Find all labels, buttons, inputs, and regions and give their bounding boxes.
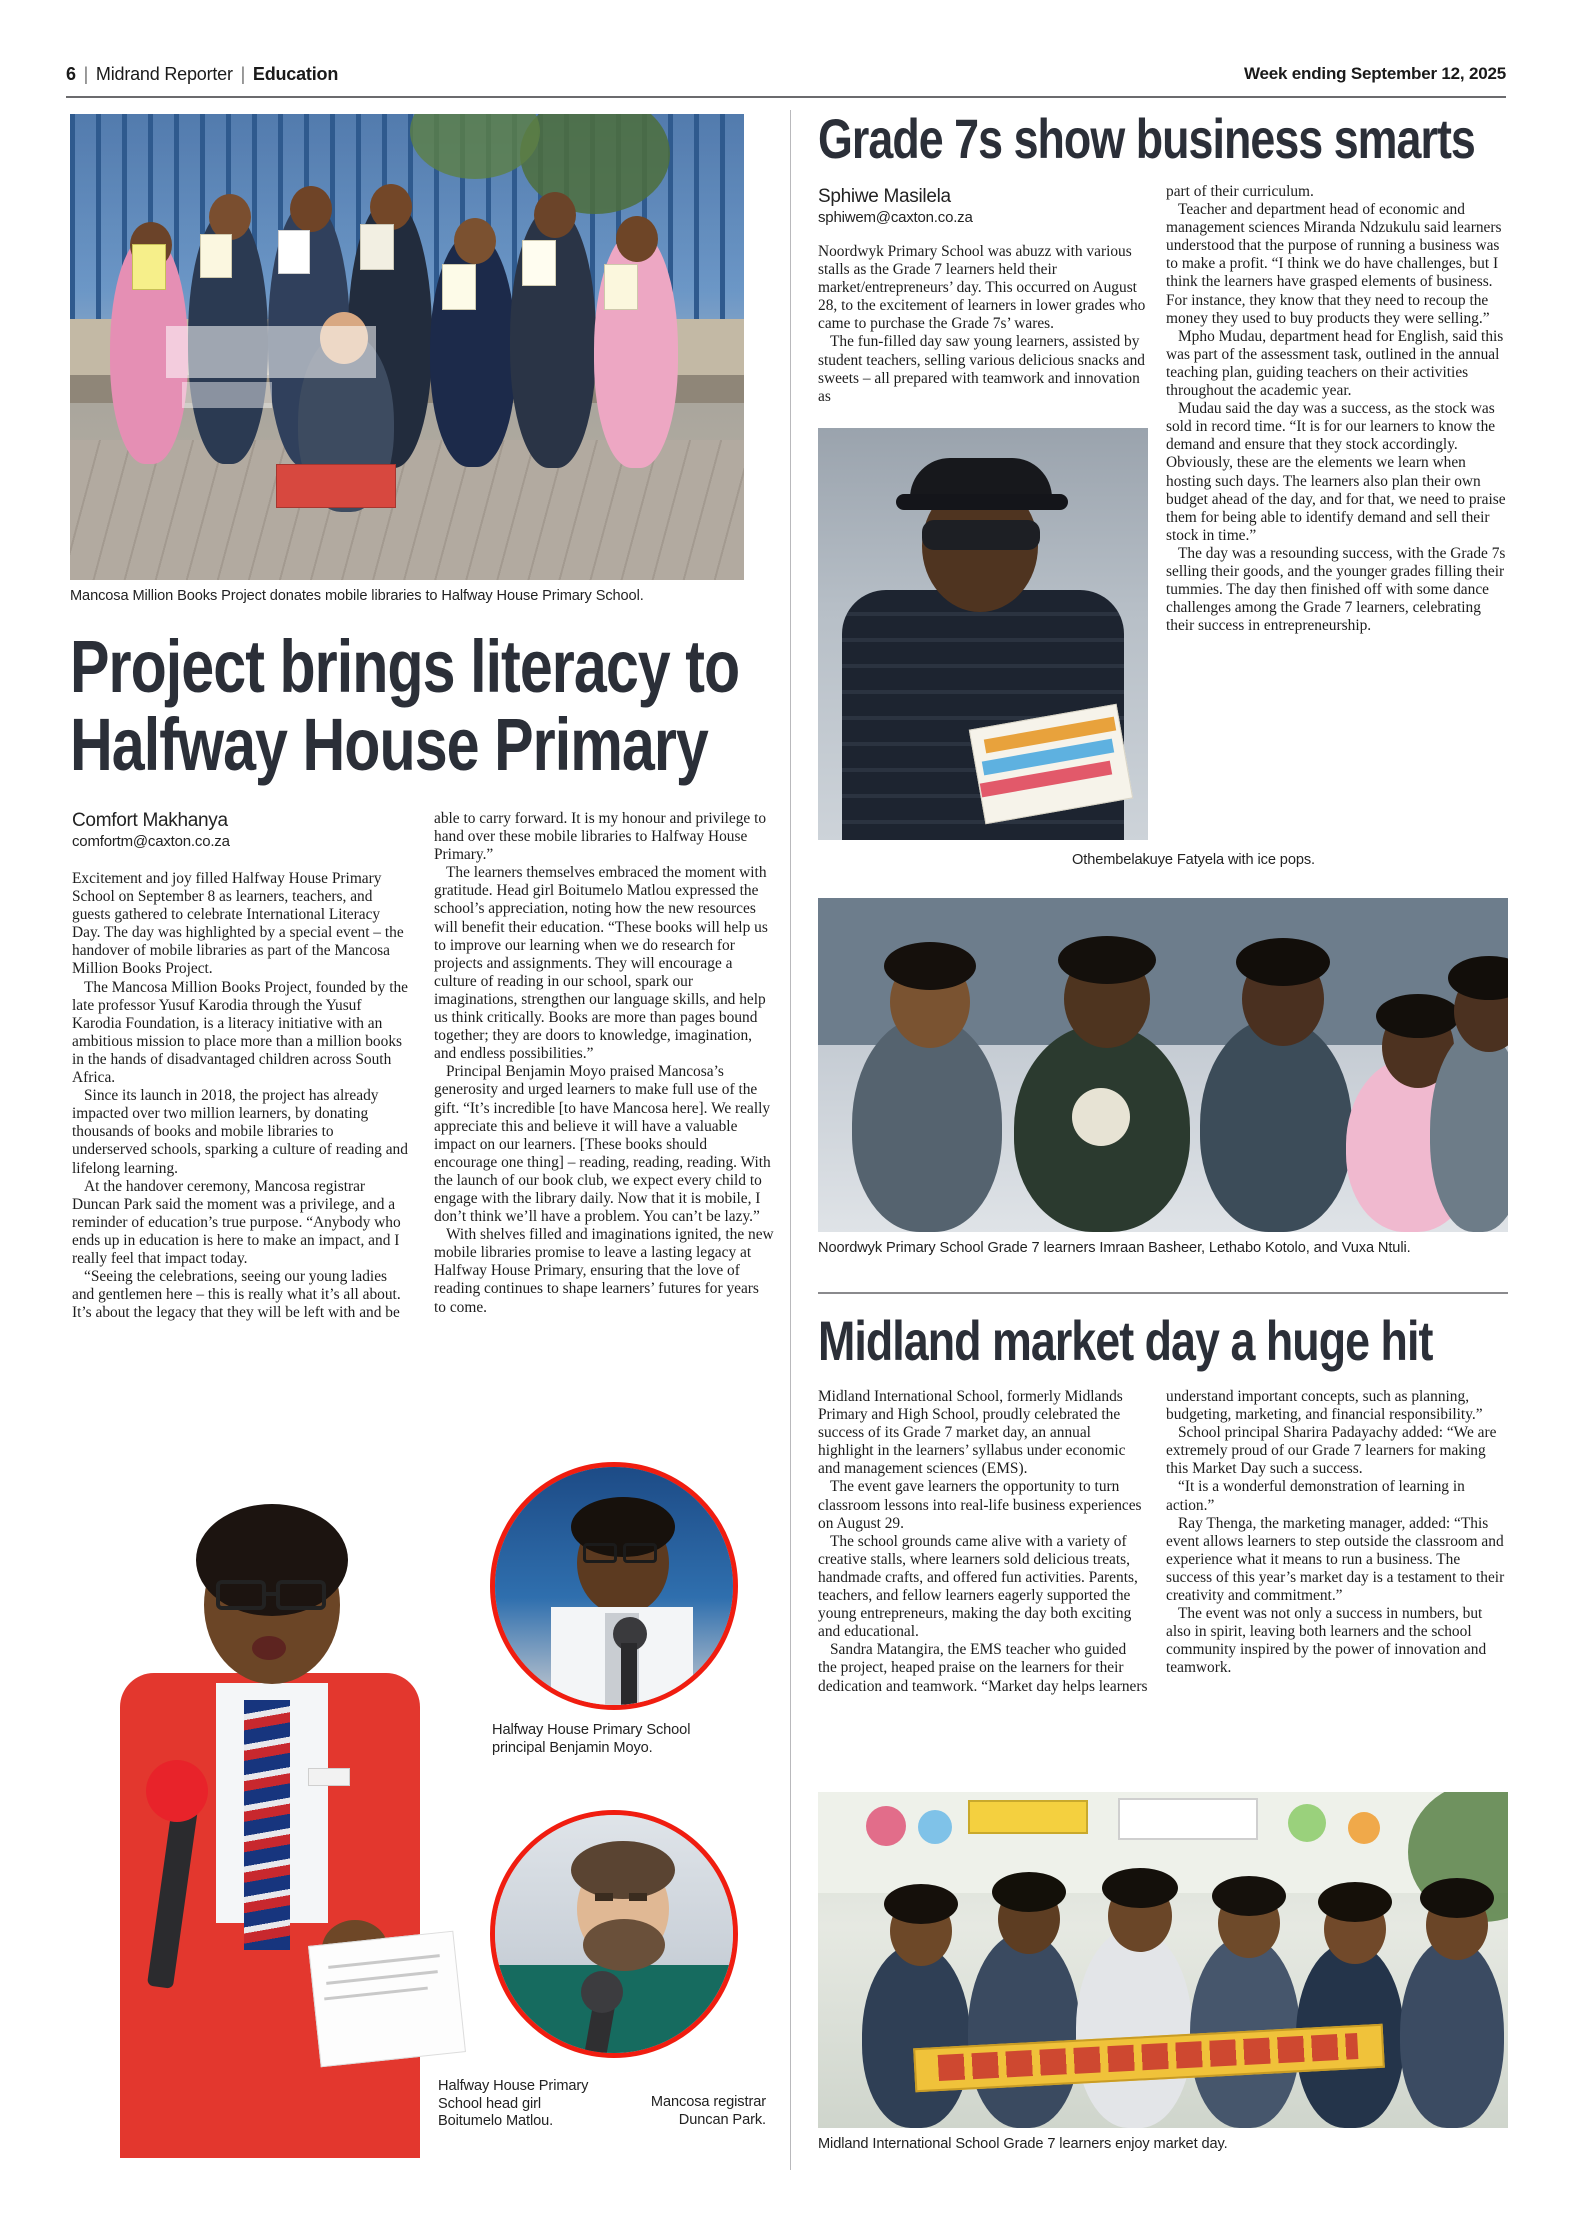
paragraph: Mudau said the day was a success, as the stock was sold in record time. “It is for our learners to know the demand and ensure that they stock accordingly. Obviously, these are the elements we learn when hosting such days. The learners also plan their own budget ahead of the day, and for that, we need to praise them for being able to identify demand and sell their stock in time.”	[1166, 400, 1506, 544]
running-head-left	[66, 64, 338, 85]
photo-noordwyk-grade7-learners	[818, 898, 1508, 1232]
photo-othembelakuye-fatyela-ice-pops	[818, 428, 1148, 840]
paragraph: understand important concepts, such as planning, budgeting, marketing, and financial responsibility.”	[1166, 1388, 1483, 1424]
separator-2: |	[240, 64, 246, 84]
photo-registrar-duncan-park	[490, 1810, 738, 2058]
photo-midland-market-day	[818, 1792, 1508, 2128]
photo-principal-benjamin-moyo	[490, 1462, 738, 1710]
paragraph: able to carry forward. It is my honour and privilege to hand over these mobile libraries to Halfway House Primary.”	[434, 810, 767, 864]
caption-ice-pops: Othembelakuye Fatyela with ice pops.	[1072, 852, 1315, 868]
paragraph: Principal Benjamin Moyo praised Mancosa’s generosity and urged learners to make full use of the gift. “It’s incredible [to have Mancosa here]. We really appreciate this and believe it will have a valuable impact on our learners. [These books should encourage one thing] – reading, reading, reading. With the launch of our book club, we expect every child to engage with the library daily. Now that it is mobile, I don’t think we’ll have a problem. You can’t be lazy.”	[434, 1063, 771, 1226]
lead-headline	[70, 625, 870, 786]
lead-photo-group-with-books	[70, 114, 744, 580]
paragraph: School principal Sharira Padayachy added: “We are extremely proud of our Grade 7 learners for making this Market Day such a success.	[1166, 1424, 1497, 1478]
paragraph: Sandra Matangira, the EMS teacher who guided the project, heaped praise on the learners for their dedication and teamwork. “Market day helps learners	[818, 1641, 1148, 1695]
story-three-divider	[818, 1292, 1508, 1294]
photo-head-girl-speaking	[76, 1468, 476, 2158]
paragraph: The event was not only a success in numbers, but also in spirit, leaving both learners and the school community inspired by the power of innovation and teamwork.	[1166, 1605, 1487, 1677]
page-number: 6	[66, 64, 76, 84]
paragraph: The learners themselves embraced the moment with gratitude. Head girl Boitumelo Matlou expressed the school’s appreciation, noting how the new resources will benefit their education. “These books will help us to improve our learning when we do research for projects and assignments. They will encourage a culture of reading in our school, spark our imaginations, strengthen our language skills, and help us think critically. Books are more than pages bound together; they are doors to knowledge, imagination, and endless possibilities.”	[434, 864, 768, 1063]
date-line: Week ending September 12, 2025	[1243, 64, 1506, 83]
paragraph: Excitement and joy filled Halfway House Primary School on September 8 as learners, teachers, and guests gathered to celebrate International Literacy Day. The day was highlighted by a special event – the handover of mobile libraries as part of the Mancosa Million Books Project.	[72, 870, 404, 978]
caption-registrar: Mancosa registrar Duncan Park.	[650, 2094, 766, 2128]
header-rule	[66, 96, 1506, 98]
lead-column-2	[434, 810, 774, 1317]
paragraph: “Seeing the celebrations, seeing our young ladies and gentlemen here – this is really what it’s all about. It’s about the legacy that they will be left with and be	[72, 1268, 401, 1322]
paragraph: With shelves filled and imaginations ignited, the new mobile libraries promise to leave a lasting legacy at Halfway House Primary, ensuring that the love of reading continues to shape learners’ futures for years to come.	[434, 1226, 774, 1316]
paragraph: Mpho Mudau, department head for English, said this was part of the assessment task, outlined in the annual teaching plan, guiding teachers on their activities throughout the academic year.	[1166, 327, 1504, 400]
story-three-headline: Midland market day a huge hit	[818, 1309, 1433, 1372]
paragraph: The Mancosa Million Books Project, founded by the late professor Yusuf Karodia through the Yusuf Karodia Foundation, is a literacy initiative with an ambitious mission to place more than a million books in the hands of disadvantaged children across South Africa.	[72, 978, 409, 1087]
paragraph: The day was a resounding success, with the Grade 7s selling their goods, and the younger grades filling their tummies. The day then finished off with some dance challenges among the Grade 7 learners, celebrating their success in entrepreneurship.	[1166, 544, 1506, 635]
paragraph: Noordwyk Primary School was abuzz with various stalls as the Grade 7 learners held their market/entrepreneurs’ day. This occurred on August 28, to the excitement of learners in lower grades who came to purchase the Grade 7s’ wares.	[818, 243, 1146, 333]
microphone-head	[146, 1760, 208, 1822]
paragraph: Teacher and department head of economic and management sciences Miranda Ndzukulu said learners understood that the purpose of running a business was to make a profit. “I think we do have challenges, but I think the learners have grasped elements of business. For instance, they know that they need to recoup the money they used to buy products they were selling.”	[1166, 201, 1502, 327]
lead-headline-line-1: Project brings literacy to	[70, 625, 740, 708]
paragraph: At the handover ceremony, Mancosa registrar Duncan Park said the moment was a privilege, and a reminder of education’s true purpose. “Anybody who ends up in education is here to make an impact, and I really feel that impact today.	[72, 1177, 401, 1267]
story-two-column-2	[1166, 183, 1506, 635]
caption-group-learners: Noordwyk Primary School Grade 7 learners Imraan Basheer, Lethabo Kotolo, and Vuxa Ntuli.	[818, 1240, 1411, 1256]
story-three-column-2	[1166, 1388, 1506, 1678]
separator-1: |	[83, 64, 89, 84]
paragraph: Since its launch in 2018, the project has already impacted over two million learners, by donating thousands of books and mobile libraries to underserved schools, sparking a culture of reading and lifelong learning.	[72, 1087, 408, 1177]
caption-market-day: Midland International School Grade 7 learners enjoy market day.	[818, 2136, 1228, 2152]
story-two-byline-email: sphiwem@caxton.co.za	[818, 209, 973, 226]
paragraph: Ray Thenga, the marketing manager, added: “This event allows learners to step outside the classroom and experience what it means to run a business. The success of this year’s market day is a testament to their creativity and commitment.”	[1166, 1514, 1505, 1605]
story-two-byline	[818, 186, 1148, 226]
section-name: Education	[252, 64, 339, 84]
story-two-column-1	[818, 243, 1148, 406]
publication-name: Midrand Reporter	[95, 64, 233, 84]
story-two-byline-name: Sphiwe Masilela	[818, 186, 951, 207]
caption-principal: Halfway House Primary School principal Benjamin Moyo.	[492, 1722, 691, 1756]
lead-byline-name: Comfort Makhanya	[72, 810, 228, 831]
paragraph: The school grounds came alive with a variety of creative stalls, where learners sold delicious treats, handmade crafts, and offered fun activities. Parents, teachers, and fellow learners eagerly supported the young entrepreneurs, making the day both exciting and educational.	[818, 1532, 1138, 1641]
paragraph: Midland International School, formerly Midlands Primary and High School, proudly celebrated the success of its Grade 7 market day, an annual highlight in the learners’ syllabus under economic and management sciences (EMS).	[818, 1388, 1126, 1478]
paragraph: “It is a wonderful demonstration of learning in action.”	[1166, 1478, 1465, 1514]
center-divider	[790, 110, 791, 2170]
running-head	[66, 64, 1506, 98]
caption-head-girl: Halfway House Primary School head girl Boitumelo Matlou.	[438, 2078, 589, 2129]
story-two-headline: Grade 7s show business smarts	[818, 107, 1475, 170]
paragraph: The fun-filled day saw young learners, assisted by student teachers, selling various delicious snacks and sweets – all prepared with teamwork and innovation as	[818, 333, 1145, 405]
lead-byline-email: comfortm@caxton.co.za	[72, 833, 230, 850]
paragraph: The event gave learners the opportunity to turn classroom lessons into real-life business experiences on August 29.	[818, 1478, 1142, 1532]
lead-column-1	[72, 870, 412, 1322]
lead-byline	[72, 810, 412, 850]
lead-headline-line-2: Halfway House Primary	[70, 703, 708, 786]
lead-photo-caption: Mancosa Million Books Project donates mobile libraries to Halfway House Primary School.	[70, 588, 644, 604]
paragraph: part of their curriculum.	[1166, 183, 1314, 200]
story-three-column-1	[818, 1388, 1148, 1696]
